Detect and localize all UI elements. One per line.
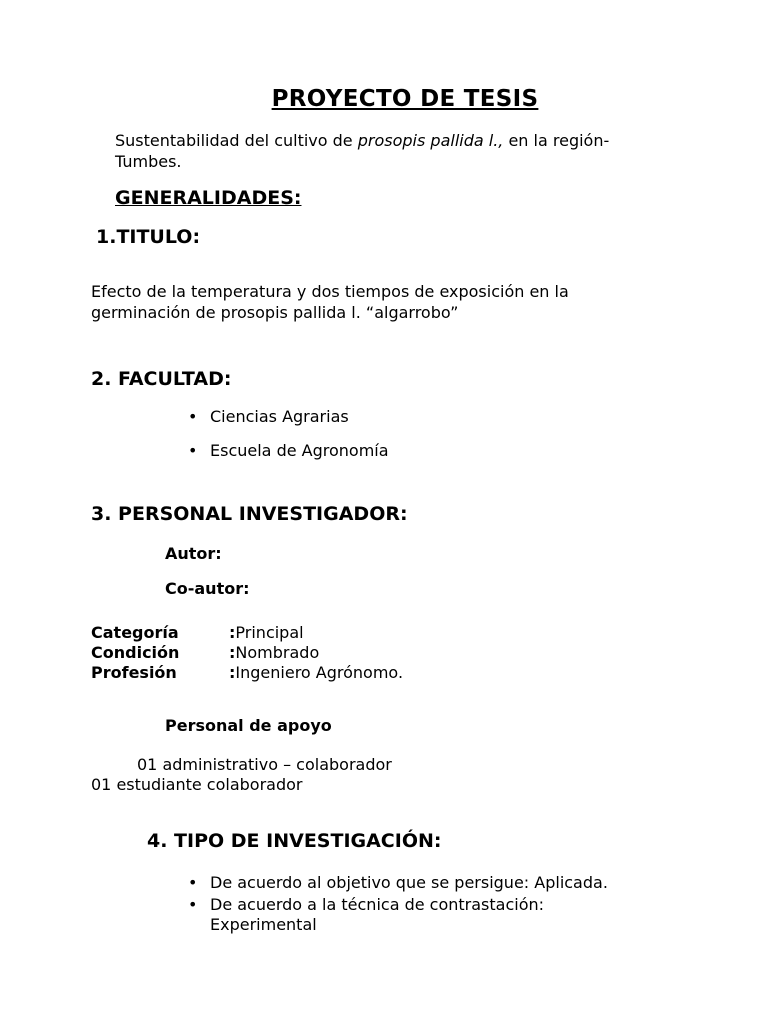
- titulo-line1: Efecto de la temperatura y dos tiempos de exposición en la: [91, 282, 569, 301]
- field-label: Profesión: [91, 663, 177, 682]
- apoyo-item: 01 administrativo – colaborador: [137, 755, 392, 774]
- bullet-icon: •: [188, 407, 198, 426]
- field-value-text: Nombrado: [235, 643, 320, 662]
- section-tipo-heading: 4. TIPO DE INVESTIGACIÓN:: [147, 830, 442, 852]
- facultad-item: Ciencias Agrarias: [210, 407, 349, 426]
- species-name: prosopis pallida l.,: [357, 131, 504, 150]
- list-item: [188, 441, 389, 460]
- list-item: [188, 873, 608, 892]
- subject-line2: Tumbes.: [115, 152, 182, 171]
- list-item-continuation: [188, 915, 317, 934]
- tipo-item: Experimental: [210, 915, 317, 934]
- field-value: [229, 623, 304, 642]
- apoyo-item: 01 estudiante colaborador: [91, 775, 303, 794]
- field-label: Categoría: [91, 623, 179, 642]
- tipo-item: De acuerdo al objetivo que se persigue: Aplicada.: [210, 873, 608, 892]
- bullet-icon: •: [188, 873, 198, 892]
- section-titulo-heading: 1.TITULO:: [96, 226, 201, 248]
- bullet-icon: •: [188, 895, 198, 914]
- section-facultad-heading: 2. FACULTAD:: [91, 368, 232, 390]
- facultad-item: Escuela de Agronomía: [210, 441, 389, 460]
- field-value: [229, 643, 319, 662]
- field-value: [229, 663, 403, 682]
- generalidades-heading: GENERALIDADES:: [115, 187, 302, 209]
- autor-label: Autor:: [165, 544, 222, 563]
- field-colon: :: [229, 643, 236, 662]
- titulo-text: [91, 281, 691, 323]
- titulo-line2: germinación de prosopis pallida l. “algarrobo”: [91, 303, 459, 322]
- list-item: [188, 407, 349, 426]
- field-value-text: Principal: [235, 623, 304, 642]
- list-item: [188, 895, 544, 914]
- page-title: PROYECTO DE TESIS: [271, 86, 539, 112]
- apoyo-heading: Personal de apoyo: [165, 716, 332, 735]
- field-colon: :: [229, 623, 236, 642]
- field-value-text: Ingeniero Agrónomo.: [235, 663, 404, 682]
- bullet-icon: •: [188, 441, 198, 460]
- section-personal-heading: 3. PERSONAL INVESTIGADOR:: [91, 503, 408, 525]
- tipo-item: De acuerdo a la técnica de contrastación:: [210, 895, 545, 914]
- subject-suffix: en la región-: [503, 131, 610, 150]
- field-label: Condición: [91, 643, 180, 662]
- coautor-label: Co-autor:: [165, 579, 250, 598]
- field-colon: :: [229, 663, 236, 682]
- subject-prefix: Sustentabilidad del cultivo de: [115, 131, 358, 150]
- thesis-subject: [115, 130, 685, 172]
